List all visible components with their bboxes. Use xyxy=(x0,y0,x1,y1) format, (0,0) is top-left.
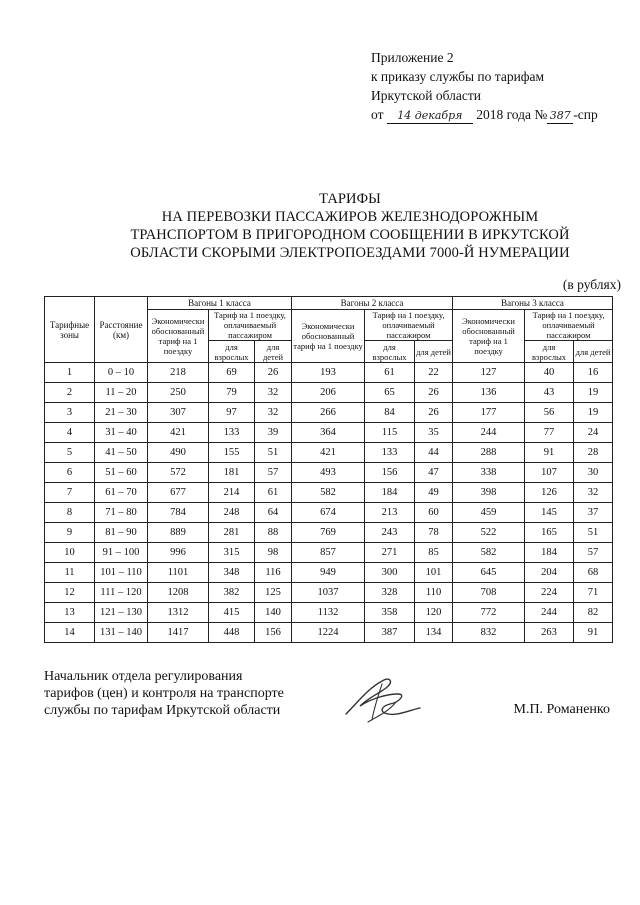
table-row xyxy=(45,563,613,583)
table-cell: 13 xyxy=(45,603,95,623)
table-cell: 244 xyxy=(525,603,574,623)
table-cell: 131 – 140 xyxy=(95,623,148,643)
table-cell: 60 xyxy=(415,503,453,523)
table-cell: 348 xyxy=(209,563,255,583)
table-cell: 121 – 130 xyxy=(95,603,148,623)
tariff-table xyxy=(44,296,613,643)
table-cell: 156 xyxy=(255,623,292,643)
table-cell: 421 xyxy=(148,423,209,443)
table-cell: 133 xyxy=(365,443,415,463)
table-row xyxy=(45,423,613,443)
document-title xyxy=(70,190,630,262)
table-cell: 490 xyxy=(148,443,209,463)
table-cell: 522 xyxy=(453,523,525,543)
table-cell: 101 xyxy=(415,563,453,583)
appendix-line-3: Иркутской области xyxy=(371,88,482,103)
appendix-line-1: Приложение 2 xyxy=(371,50,454,65)
table-cell: 4 xyxy=(45,423,95,443)
table-cell: 84 xyxy=(365,403,415,423)
footer-position xyxy=(44,668,364,719)
table-cell: 115 xyxy=(365,423,415,443)
header-adults-3: для взрослых xyxy=(525,341,574,363)
year-text: 2018 года № xyxy=(476,107,548,122)
table-row xyxy=(45,383,613,403)
table-cell: 204 xyxy=(525,563,574,583)
table-cell: 857 xyxy=(292,543,365,563)
table-cell: 1224 xyxy=(292,623,365,643)
table-cell: 832 xyxy=(453,623,525,643)
table-cell: 949 xyxy=(292,563,365,583)
table-cell: 125 xyxy=(255,583,292,603)
table-cell: 338 xyxy=(453,463,525,483)
footer-line-3: службы по тарифам Иркутской области xyxy=(44,703,281,718)
header-class-2: Вагоны 2 класса xyxy=(292,297,453,310)
table-cell: 41 – 50 xyxy=(95,443,148,463)
table-row xyxy=(45,623,613,643)
table-cell: 26 xyxy=(255,363,292,383)
handwritten-number: 387 xyxy=(547,109,573,124)
table-cell: 51 xyxy=(574,523,613,543)
table-cell: 398 xyxy=(453,483,525,503)
table-cell: 2 xyxy=(45,383,95,403)
table-row xyxy=(45,543,613,563)
table-row xyxy=(45,363,613,383)
table-cell: 71 – 80 xyxy=(95,503,148,523)
table-row xyxy=(45,583,613,603)
table-cell: 328 xyxy=(365,583,415,603)
table-cell: 24 xyxy=(574,423,613,443)
table-cell: 266 xyxy=(292,403,365,423)
table-cell: 288 xyxy=(453,443,525,463)
table-cell: 1312 xyxy=(148,603,209,623)
table-cell: 110 xyxy=(415,583,453,603)
table-cell: 91 xyxy=(525,443,574,463)
table-cell: 111 – 120 xyxy=(95,583,148,603)
table-cell: 97 xyxy=(209,403,255,423)
table-cell: 28 xyxy=(574,443,613,463)
table-cell: 214 xyxy=(209,483,255,503)
table-cell: 1101 xyxy=(148,563,209,583)
table-cell: 98 xyxy=(255,543,292,563)
table-cell: 14 xyxy=(45,623,95,643)
table-cell: 3 xyxy=(45,403,95,423)
table-cell: 77 xyxy=(525,423,574,443)
table-cell: 382 xyxy=(209,583,255,603)
table-cell: 68 xyxy=(574,563,613,583)
table-cell: 107 xyxy=(525,463,574,483)
table-cell: 582 xyxy=(292,483,365,503)
table-row xyxy=(45,403,613,423)
table-cell: 78 xyxy=(415,523,453,543)
table-cell: 82 xyxy=(574,603,613,623)
table-cell: 11 – 20 xyxy=(95,383,148,403)
table-cell: 358 xyxy=(365,603,415,623)
footer-line-1: Начальник отдела регулирования xyxy=(44,669,243,684)
signature-icon xyxy=(338,672,426,728)
table-cell: 88 xyxy=(255,523,292,543)
table-cell: 415 xyxy=(209,603,255,623)
table-cell: 156 xyxy=(365,463,415,483)
table-cell: 784 xyxy=(148,503,209,523)
table-cell: 769 xyxy=(292,523,365,543)
table-cell: 69 xyxy=(209,363,255,383)
table-cell: 889 xyxy=(148,523,209,543)
table-cell: 56 xyxy=(525,403,574,423)
table-cell: 85 xyxy=(415,543,453,563)
tariff-table-body xyxy=(45,363,613,643)
table-cell: 120 xyxy=(415,603,453,623)
table-cell: 572 xyxy=(148,463,209,483)
table-cell: 71 xyxy=(574,583,613,603)
title-line-4: ОБЛАСТИ СКОРЫМИ ЭЛЕКТРОПОЕЗДАМИ 7000-Й НУМЕРАЦИИ xyxy=(130,245,570,261)
table-cell: 645 xyxy=(453,563,525,583)
table-cell: 459 xyxy=(453,503,525,523)
title-line-1: ТАРИФЫ xyxy=(319,191,381,207)
table-cell: 300 xyxy=(365,563,415,583)
table-cell: 243 xyxy=(365,523,415,543)
header-adults-2: для взрослых xyxy=(365,341,415,363)
table-cell: 1132 xyxy=(292,603,365,623)
table-cell: 177 xyxy=(453,403,525,423)
table-cell: 582 xyxy=(453,543,525,563)
header-class-1: Вагоны 1 класса xyxy=(148,297,292,310)
table-cell: 61 – 70 xyxy=(95,483,148,503)
date-prefix: от xyxy=(371,107,384,122)
table-cell: 1208 xyxy=(148,583,209,603)
table-cell: 133 xyxy=(209,423,255,443)
table-cell: 213 xyxy=(365,503,415,523)
table-cell: 493 xyxy=(292,463,365,483)
table-cell: 307 xyxy=(148,403,209,423)
header-adults-1: для взрослых xyxy=(209,341,255,363)
table-cell: 61 xyxy=(365,363,415,383)
table-cell: 32 xyxy=(255,403,292,423)
header-econ-2: Экономически обоснованный тариф на 1 поездку xyxy=(292,310,365,363)
table-cell: 126 xyxy=(525,483,574,503)
table-cell: 51 – 60 xyxy=(95,463,148,483)
title-line-2: НА ПЕРЕВОЗКИ ПАССАЖИРОВ ЖЕЛЕЗНОДОРОЖНЫМ xyxy=(161,209,539,225)
table-cell: 43 xyxy=(525,383,574,403)
table-cell: 996 xyxy=(148,543,209,563)
table-cell: 21 – 30 xyxy=(95,403,148,423)
table-cell: 26 xyxy=(415,383,453,403)
table-cell: 248 xyxy=(209,503,255,523)
table-cell: 19 xyxy=(574,383,613,403)
table-cell: 91 xyxy=(574,623,613,643)
table-cell: 0 – 10 xyxy=(95,363,148,383)
table-cell: 5 xyxy=(45,443,95,463)
table-cell: 674 xyxy=(292,503,365,523)
appendix-date-line xyxy=(371,105,621,124)
header-econ-3: Экономически обоснованный тариф на 1 поездку xyxy=(453,310,525,363)
table-cell: 65 xyxy=(365,383,415,403)
table-cell: 127 xyxy=(453,363,525,383)
appendix-line-2: к приказу службы по тарифам xyxy=(371,69,545,84)
table-cell: 39 xyxy=(255,423,292,443)
header-paid-1: Тариф на 1 поездку, оплачиваемый пассажиром xyxy=(209,310,292,341)
table-cell: 206 xyxy=(292,383,365,403)
table-cell: 1417 xyxy=(148,623,209,643)
handwritten-date: 14 декабря xyxy=(387,109,473,124)
table-row xyxy=(45,503,613,523)
footer-line-2: тарифов (цен) и контроля на транспорте xyxy=(44,686,284,701)
table-cell: 30 xyxy=(574,463,613,483)
table-cell: 37 xyxy=(574,503,613,523)
table-cell: 140 xyxy=(255,603,292,623)
table-cell: 244 xyxy=(453,423,525,443)
table-cell: 81 – 90 xyxy=(95,523,148,543)
table-cell: 32 xyxy=(255,383,292,403)
table-row xyxy=(45,443,613,463)
table-cell: 193 xyxy=(292,363,365,383)
table-cell: 8 xyxy=(45,503,95,523)
table-cell: 19 xyxy=(574,403,613,423)
table-cell: 51 xyxy=(255,443,292,463)
title-line-3: ТРАНСПОРТОМ В ПРИГОРОДНОМ СООБЩЕНИИ В ИРКУТСКОЙ xyxy=(130,227,570,243)
table-cell: 40 xyxy=(525,363,574,383)
table-cell: 47 xyxy=(415,463,453,483)
table-cell: 263 xyxy=(525,623,574,643)
table-cell: 101 – 110 xyxy=(95,563,148,583)
table-cell: 448 xyxy=(209,623,255,643)
table-cell: 35 xyxy=(415,423,453,443)
appendix-block xyxy=(371,48,621,124)
table-cell: 184 xyxy=(365,483,415,503)
table-cell: 145 xyxy=(525,503,574,523)
table-cell: 772 xyxy=(453,603,525,623)
table-cell: 181 xyxy=(209,463,255,483)
table-cell: 1 xyxy=(45,363,95,383)
header-class-3: Вагоны 3 класса xyxy=(453,297,613,310)
table-cell: 677 xyxy=(148,483,209,503)
table-cell: 16 xyxy=(574,363,613,383)
table-cell: 26 xyxy=(415,403,453,423)
table-row xyxy=(45,523,613,543)
table-cell: 184 xyxy=(525,543,574,563)
header-children-3: для детей xyxy=(574,341,613,363)
table-cell: 9 xyxy=(45,523,95,543)
table-cell: 11 xyxy=(45,563,95,583)
table-cell: 91 – 100 xyxy=(95,543,148,563)
table-cell: 315 xyxy=(209,543,255,563)
table-cell: 31 – 40 xyxy=(95,423,148,443)
table-cell: 49 xyxy=(415,483,453,503)
table-cell: 281 xyxy=(209,523,255,543)
table-cell: 218 xyxy=(148,363,209,383)
currency-unit-note: (в рублях) xyxy=(562,277,621,292)
table-cell: 224 xyxy=(525,583,574,603)
table-cell: 116 xyxy=(255,563,292,583)
signer-name: М.П. Романенко xyxy=(513,702,610,717)
table-cell: 6 xyxy=(45,463,95,483)
table-cell: 136 xyxy=(453,383,525,403)
table-cell: 57 xyxy=(255,463,292,483)
number-suffix: -спр xyxy=(573,107,598,122)
table-cell: 57 xyxy=(574,543,613,563)
table-cell: 708 xyxy=(453,583,525,603)
table-cell: 79 xyxy=(209,383,255,403)
table-cell: 7 xyxy=(45,483,95,503)
table-cell: 1037 xyxy=(292,583,365,603)
table-cell: 421 xyxy=(292,443,365,463)
table-cell: 165 xyxy=(525,523,574,543)
header-children-1: для детей xyxy=(255,341,292,363)
table-cell: 387 xyxy=(365,623,415,643)
table-cell: 12 xyxy=(45,583,95,603)
header-children-2: для детей xyxy=(415,341,453,363)
header-paid-2: Тариф на 1 поездку, оплачиваемый пассажиром xyxy=(365,310,453,341)
table-cell: 271 xyxy=(365,543,415,563)
table-row xyxy=(45,463,613,483)
table-cell: 250 xyxy=(148,383,209,403)
table-row xyxy=(45,603,613,623)
table-cell: 364 xyxy=(292,423,365,443)
table-cell: 22 xyxy=(415,363,453,383)
table-row xyxy=(45,483,613,503)
table-cell: 10 xyxy=(45,543,95,563)
table-cell: 155 xyxy=(209,443,255,463)
header-paid-3: Тариф на 1 поездку, оплачиваемый пассажиром xyxy=(525,310,613,341)
table-cell: 64 xyxy=(255,503,292,523)
header-econ-1: Экономически обоснованный тариф на 1 поездку xyxy=(148,310,209,363)
table-cell: 61 xyxy=(255,483,292,503)
table-cell: 44 xyxy=(415,443,453,463)
header-zones: Тарифные зоны xyxy=(45,297,95,363)
table-cell: 134 xyxy=(415,623,453,643)
table-cell: 32 xyxy=(574,483,613,503)
header-distance: Расстояние (км) xyxy=(95,297,148,363)
